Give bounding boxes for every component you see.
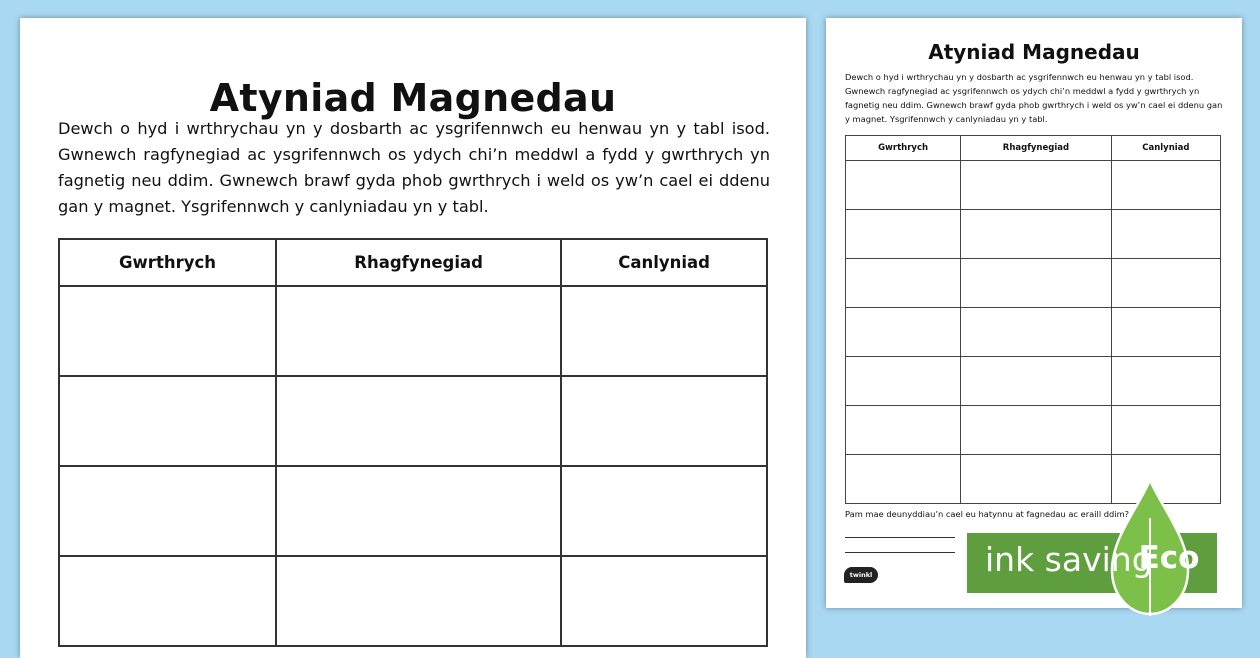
table-cell: [1111, 357, 1220, 406]
column-header-object: Gwrthrych: [59, 239, 276, 286]
table-header-row: [59, 239, 767, 286]
table-cell: [561, 466, 767, 556]
table-cell: [1111, 210, 1220, 259]
table-cell: [59, 556, 276, 646]
table-cell: [59, 376, 276, 466]
table-cell: [1111, 406, 1220, 455]
table-cell: [846, 357, 961, 406]
column-header-prediction: Rhagfynegiad: [961, 136, 1112, 161]
table-cell: [1111, 308, 1220, 357]
table-row: [846, 161, 1221, 210]
table-cell: [276, 286, 561, 376]
table-cell: [846, 455, 961, 504]
answer-line: [845, 537, 955, 538]
results-table: [58, 238, 768, 647]
table-row: [846, 406, 1221, 455]
table-cell: [961, 308, 1112, 357]
table-cell: [846, 406, 961, 455]
results-table-small: [845, 135, 1221, 504]
answer-line: [845, 552, 955, 553]
column-header-result: Canlyniad: [561, 239, 767, 286]
column-header-result: Canlyniad: [1111, 136, 1220, 161]
table-row: [846, 210, 1221, 259]
worksheet-title-small: Atyniad Magnedau: [928, 40, 1140, 64]
worksheet-instructions-small: Dewch o hyd i wrthrychau yn y dosbarth ac ysgrifennwch eu henwau yn y tabl isod. Gwnewch ragfynegiad ac ysgrifennwch os ydych chi’n meddwl a fydd y gwrthrych yn fagnetig neu ddim. Gwnewch brawf gyda phob gwrthrych i weld os yw’n cael ei ddenu gan y magnet. Ysgrifennwch y canlyniadau yn y tabl.: [845, 72, 1223, 124]
table-cell: [961, 161, 1112, 210]
table-row: [59, 466, 767, 556]
table-cell: [276, 466, 561, 556]
worksheet-instructions: Dewch o hyd i wrthrychau yn y dosbarth ac ysgrifennwch eu henwau yn y tabl isod. Gwnewch ragfynegiad ac ysgrifennwch os ydych chi’n meddwl a fydd y gwrthrych yn fagnetig neu ddim. Gwnewch brawf gyda phob gwrthrych i weld os yw’n cael ei ddenu gan y magnet. Ysgrifennwch y canlyniadau yn y tabl.: [58, 119, 770, 216]
table-row: [846, 357, 1221, 406]
table-cell: [846, 210, 961, 259]
ink-saving-label: ink saving: [985, 540, 1153, 579]
table-row: [846, 308, 1221, 357]
worksheet-question: Pam mae deunyddiau’n cael eu hatynnu at fagnedau ac eraill ddim?: [845, 509, 1130, 519]
table-header-row: [846, 136, 1221, 161]
table-cell: [59, 286, 276, 376]
table-row: [59, 286, 767, 376]
table-cell: [561, 556, 767, 646]
eco-label: Eco: [1138, 540, 1200, 576]
table-cell: [276, 376, 561, 466]
table-row: [59, 556, 767, 646]
table-cell: [961, 210, 1112, 259]
column-header-object: Gwrthrych: [846, 136, 961, 161]
table-cell: [846, 308, 961, 357]
table-cell: [59, 466, 276, 556]
twinkl-logo: twinkl: [844, 567, 878, 583]
table-row: [846, 259, 1221, 308]
table-cell: [846, 259, 961, 308]
table-cell: [1111, 259, 1220, 308]
table-row: [59, 376, 767, 466]
table-cell: [276, 556, 561, 646]
table-cell: [846, 161, 961, 210]
worksheet-title: Atyniad Magnedau: [209, 76, 617, 120]
table-cell: [561, 286, 767, 376]
column-header-prediction: Rhagfynegiad: [276, 239, 561, 286]
table-cell: [561, 376, 767, 466]
table-cell: [961, 406, 1112, 455]
eco-ink-saving-badge: [965, 478, 1255, 623]
worksheet-page-large: [20, 18, 806, 658]
table-cell: [961, 259, 1112, 308]
table-cell: [961, 357, 1112, 406]
table-cell: [1111, 161, 1220, 210]
